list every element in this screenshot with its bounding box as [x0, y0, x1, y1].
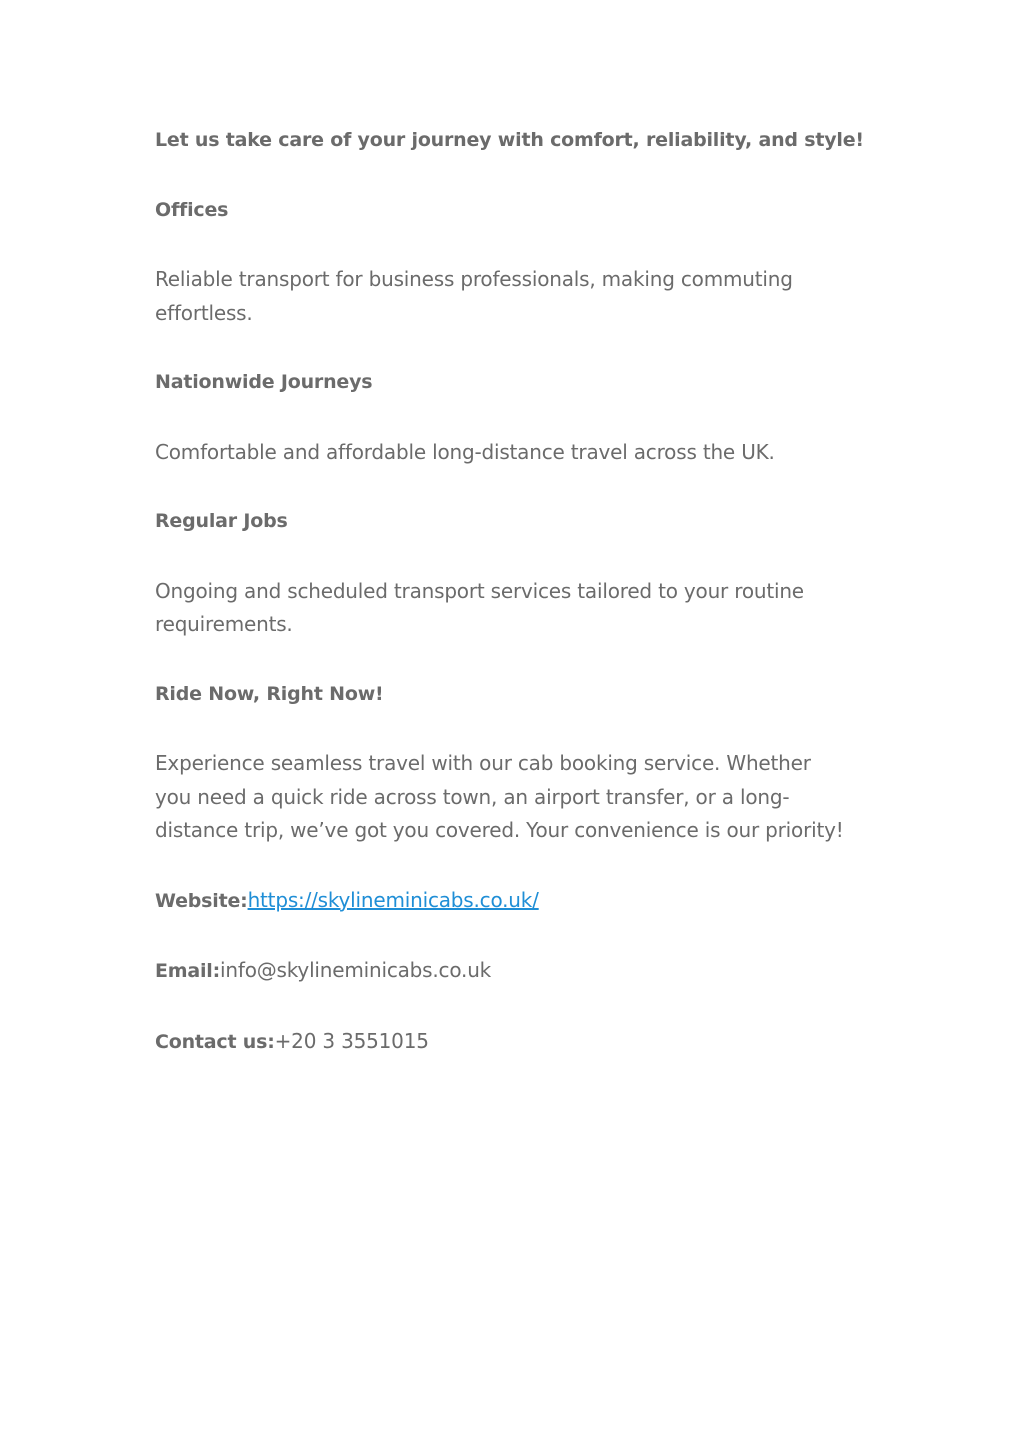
- section-body-ride-now: Experience seamless travel with our cab booking service. Whether you need a quick ride across town, an airport transfer, or a long-distance trip, we’ve got you covered. Your convenience is our priority!: [155, 751, 844, 842]
- contact-website-line: [155, 884, 875, 919]
- section-heading-ride-now: Ride Now, Right Now!: [155, 682, 384, 705]
- section-heading-nationwide-journeys: Nationwide Journeys: [155, 371, 373, 393]
- email-label: Email:: [155, 960, 221, 982]
- section-heading-regular-jobs: Regular Jobs: [155, 510, 288, 532]
- document-page: [155, 124, 875, 1095]
- section-body-regular-jobs: Ongoing and scheduled transport services tailored to your routine requirements.: [155, 578, 804, 636]
- website-label: Website:: [155, 889, 248, 912]
- phone-label: Contact us:: [155, 1030, 275, 1053]
- email-value: info@skylineminicabs.co.uk: [220, 958, 492, 982]
- section-body-offices: Reliable transport for business professionals, making commuting effortless.: [155, 267, 793, 325]
- intro-tagline: Let us take care of your journey with comfort, reliability, and style!: [155, 129, 864, 151]
- website-link[interactable]: https://skylineminicabs.co.uk/: [247, 887, 539, 912]
- section-heading-offices: Offices: [155, 198, 229, 221]
- contact-phone-line: [155, 1025, 875, 1060]
- section-body-nationwide-journeys: Comfortable and affordable long-distance travel across the UK.: [155, 439, 775, 464]
- phone-value: +20 3 3551015: [274, 1028, 429, 1053]
- contact-email-line: [155, 954, 875, 989]
